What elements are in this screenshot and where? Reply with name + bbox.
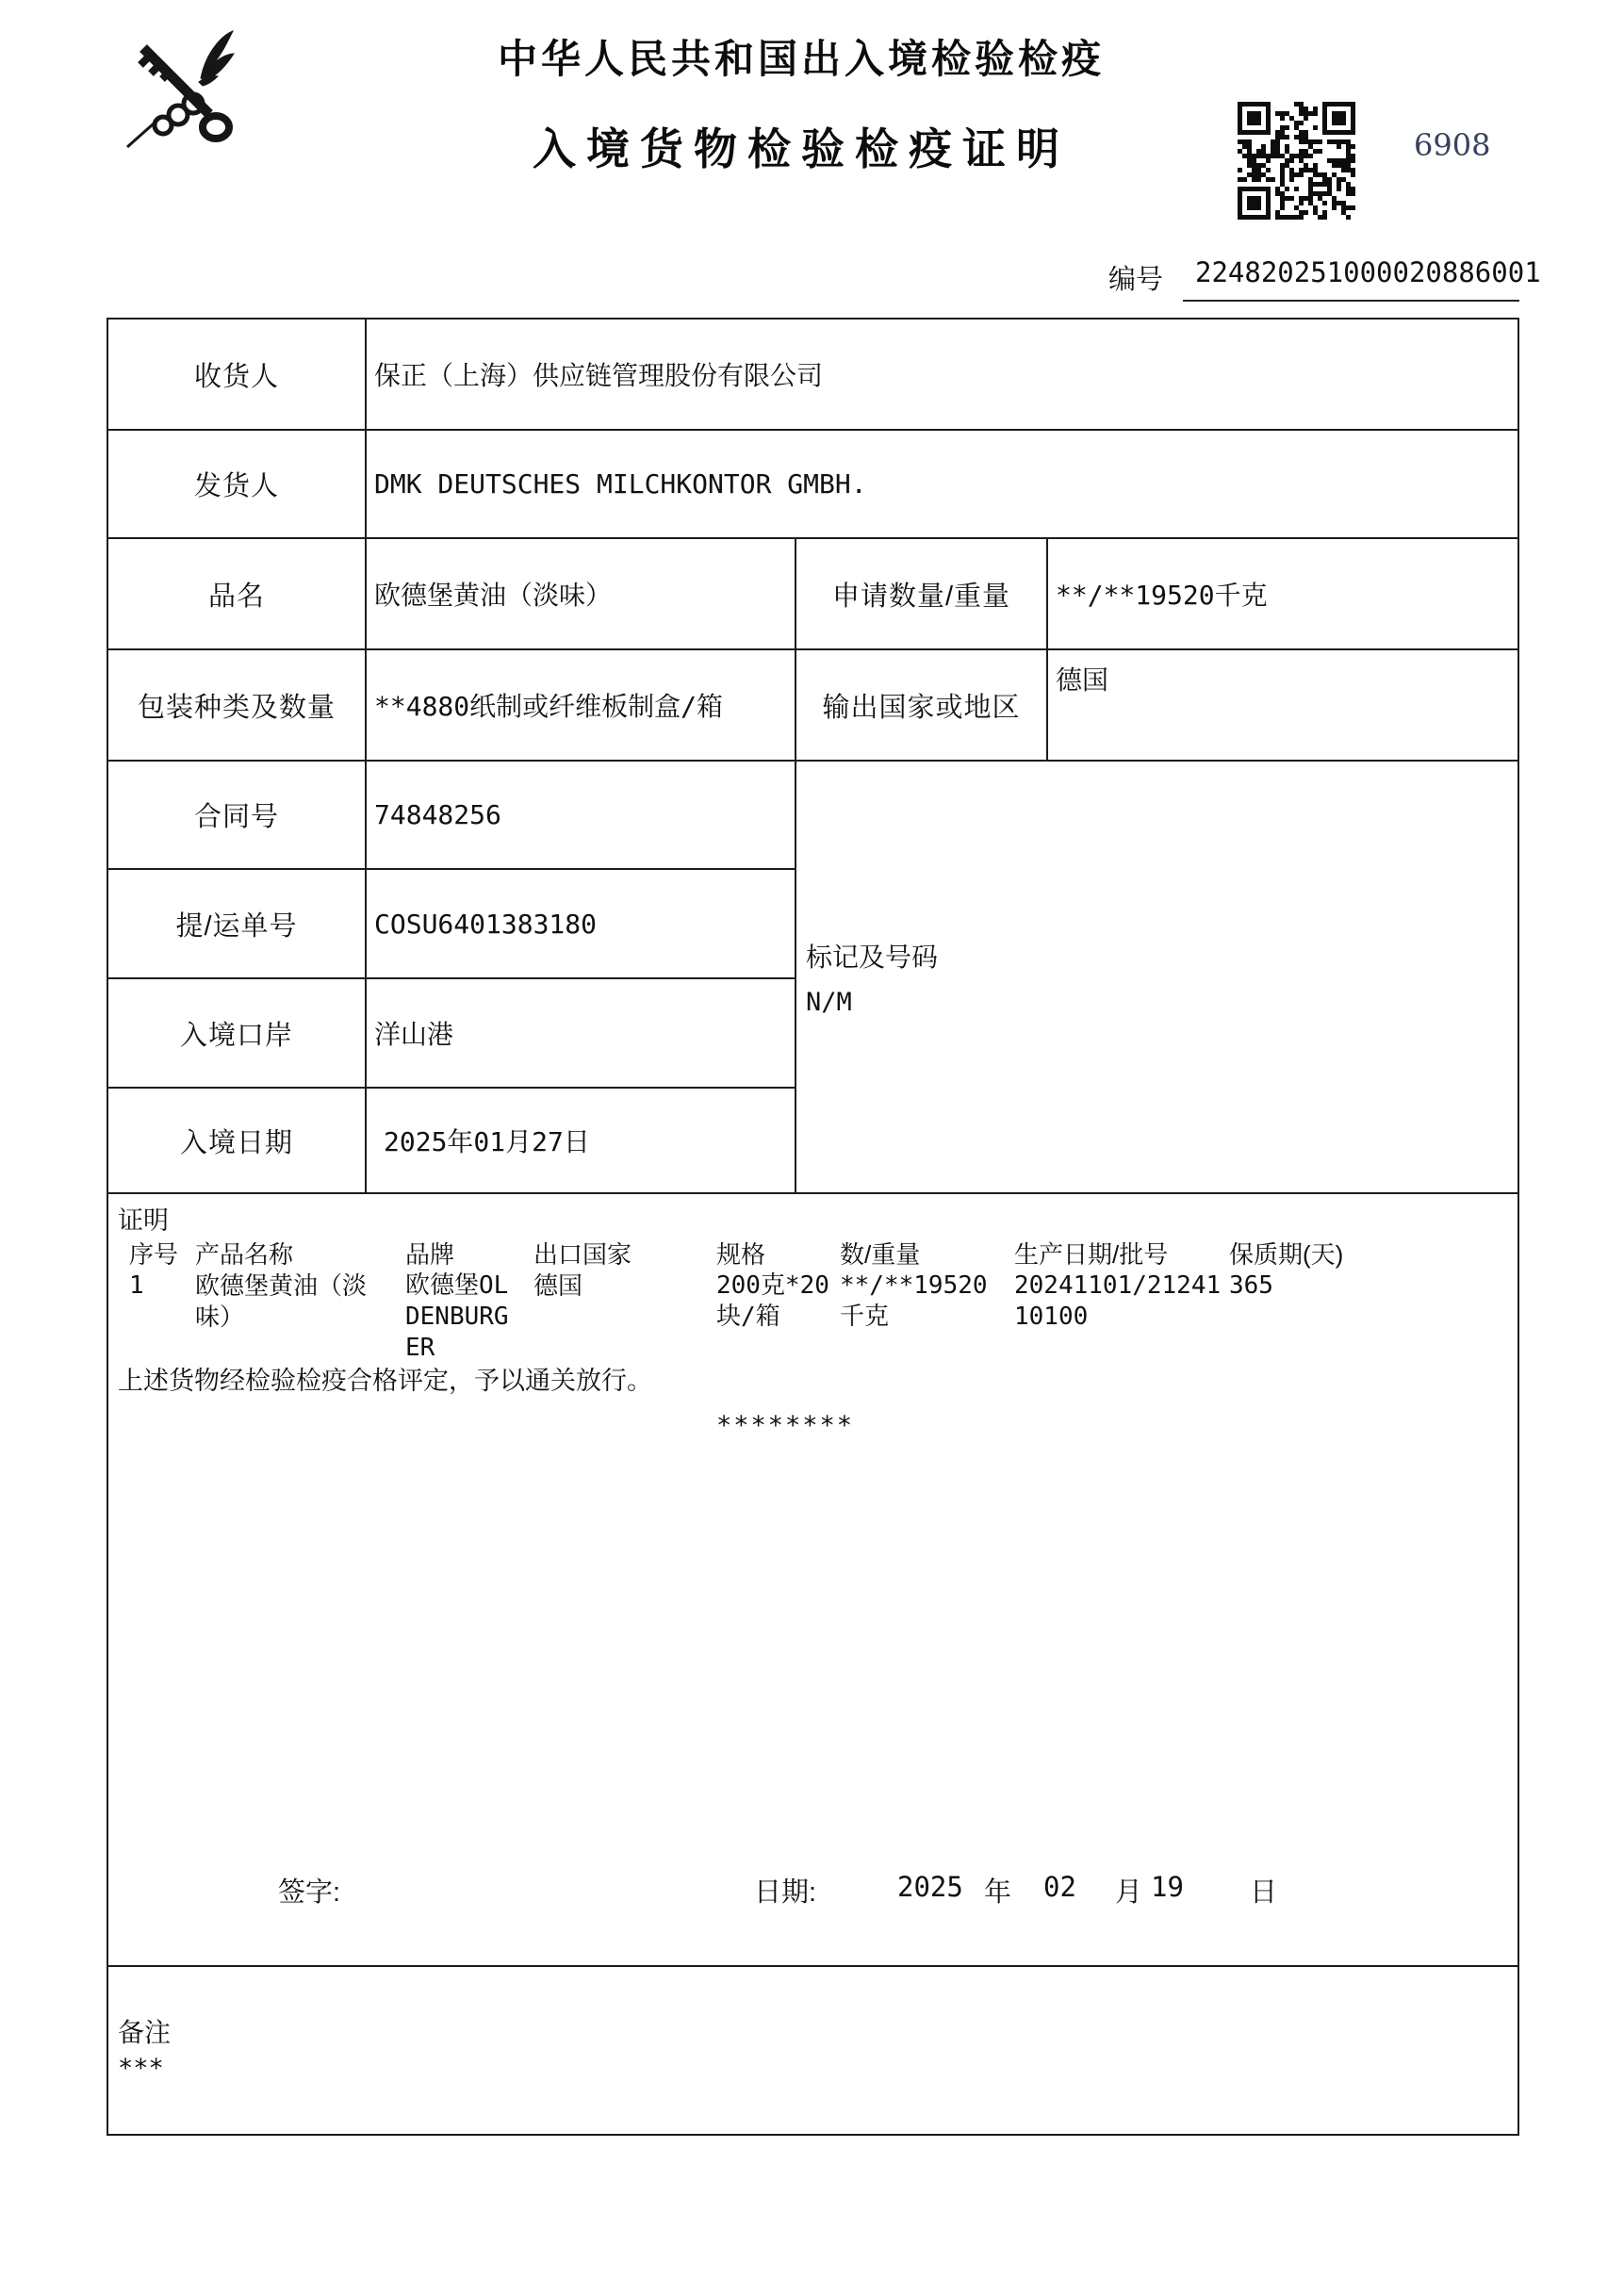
date-year: 2025	[897, 1871, 963, 1903]
remarks-value: ***	[118, 2053, 164, 2083]
col-header-seq: 序号	[129, 1240, 179, 1269]
signature-row	[108, 1871, 1517, 1912]
item-product-name: 欧德堡黄油（淡味）	[195, 1271, 368, 1331]
doc-number-label: 编号	[1108, 265, 1164, 295]
contract-no-value: 74848256	[366, 761, 796, 869]
product-name-value: 欧德堡黄油（淡味）	[366, 538, 796, 649]
date-day-unit: 日	[1250, 1877, 1278, 1908]
signature-label: 签字:	[278, 1877, 341, 1908]
item-production-date-batch: 20241101/2124110100	[1014, 1271, 1222, 1331]
date-day: 19	[1151, 1871, 1184, 1903]
certificate-items-table	[129, 1239, 1343, 1364]
applied-quantity-value: **/**19520千克	[1047, 538, 1518, 649]
item-seq: 1	[129, 1271, 144, 1300]
bill-no-label: 提/运单号	[107, 869, 366, 978]
date-label: 日期:	[754, 1877, 817, 1908]
packaging-label: 包装种类及数量	[107, 649, 366, 761]
consignee-value: 保正（上海）供应链管理股份有限公司	[366, 319, 1518, 430]
ciq-emblem-icon	[118, 26, 236, 151]
entry-port-value: 洋山港	[366, 978, 796, 1088]
col-header-qty: 数/重量	[840, 1240, 921, 1269]
certificate-section	[107, 1193, 1518, 1966]
entry-date-label: 入境日期	[107, 1088, 366, 1193]
table-row	[107, 319, 1518, 430]
consignee-label: 收货人	[107, 319, 366, 430]
date-year-unit: 年	[984, 1877, 1012, 1908]
title-line2: 入境货物检验检疫证明	[533, 124, 1070, 173]
date-month-unit: 月	[1115, 1877, 1143, 1908]
shipper-value: DMK DEUTSCHES MILCHKONTOR GMBH.	[366, 430, 1518, 538]
item-brand: 欧德堡OLDENBURGER	[405, 1271, 509, 1362]
marks-cell	[796, 761, 1518, 1193]
remarks-label: 备注	[118, 2017, 172, 2047]
table-row	[107, 430, 1518, 538]
qr-code-icon	[1238, 102, 1355, 220]
export-country-label: 输出国家或地区	[796, 649, 1047, 761]
col-header-batch: 生产日期/批号	[1014, 1240, 1169, 1269]
entry-date-value: 2025年01月27日	[366, 1088, 796, 1193]
marks-value: N/M	[806, 988, 852, 1017]
certificate-title: 证明	[118, 1206, 169, 1235]
table-row	[107, 1966, 1518, 2135]
product-name-label: 品名	[107, 538, 366, 649]
bill-no-value: COSU6401383180	[366, 869, 796, 978]
date-month: 02	[1043, 1871, 1076, 1903]
table-row	[107, 649, 1518, 761]
asterisks-separator: ********	[716, 1411, 855, 1440]
clearance-statement: 上述货物经检验检疫合格评定，予以通关放行。	[118, 1367, 652, 1395]
item-qty-weight: **/**19520千克	[840, 1271, 988, 1331]
doc-number-underline	[1183, 300, 1519, 302]
document-titles	[264, 28, 1338, 177]
remarks-section	[107, 1966, 1518, 2135]
contract-no-label: 合同号	[107, 761, 366, 869]
code-number: 6908	[1414, 127, 1491, 163]
applied-quantity-label: 申请数量/重量	[796, 538, 1047, 649]
export-country-value: 德国	[1047, 649, 1518, 761]
table-row	[107, 761, 1518, 869]
item-shelf-life: 365	[1229, 1271, 1273, 1300]
col-header-country: 出口国家	[533, 1240, 632, 1269]
item-export-country: 德国	[533, 1271, 583, 1300]
shipper-label: 发货人	[107, 430, 366, 538]
col-header-spec: 规格	[716, 1240, 766, 1269]
packaging-value: **4880纸制或纤维板制盒/箱	[366, 649, 796, 761]
col-header-brand: 品牌	[405, 1240, 455, 1269]
item-spec: 200克*20块/箱	[716, 1271, 829, 1331]
marks-label: 标记及号码	[806, 943, 939, 972]
info-table	[107, 318, 1519, 2136]
table-row	[107, 538, 1518, 649]
col-header-product: 产品名称	[195, 1240, 294, 1269]
col-header-shelf-life: 保质期(天)	[1229, 1240, 1344, 1269]
table-row	[107, 1193, 1518, 1966]
title-line1: 中华人民共和国出入境检验检疫	[497, 37, 1105, 81]
entry-port-label: 入境口岸	[107, 978, 366, 1088]
doc-number-value: 224820251000020886001	[1195, 256, 1541, 288]
